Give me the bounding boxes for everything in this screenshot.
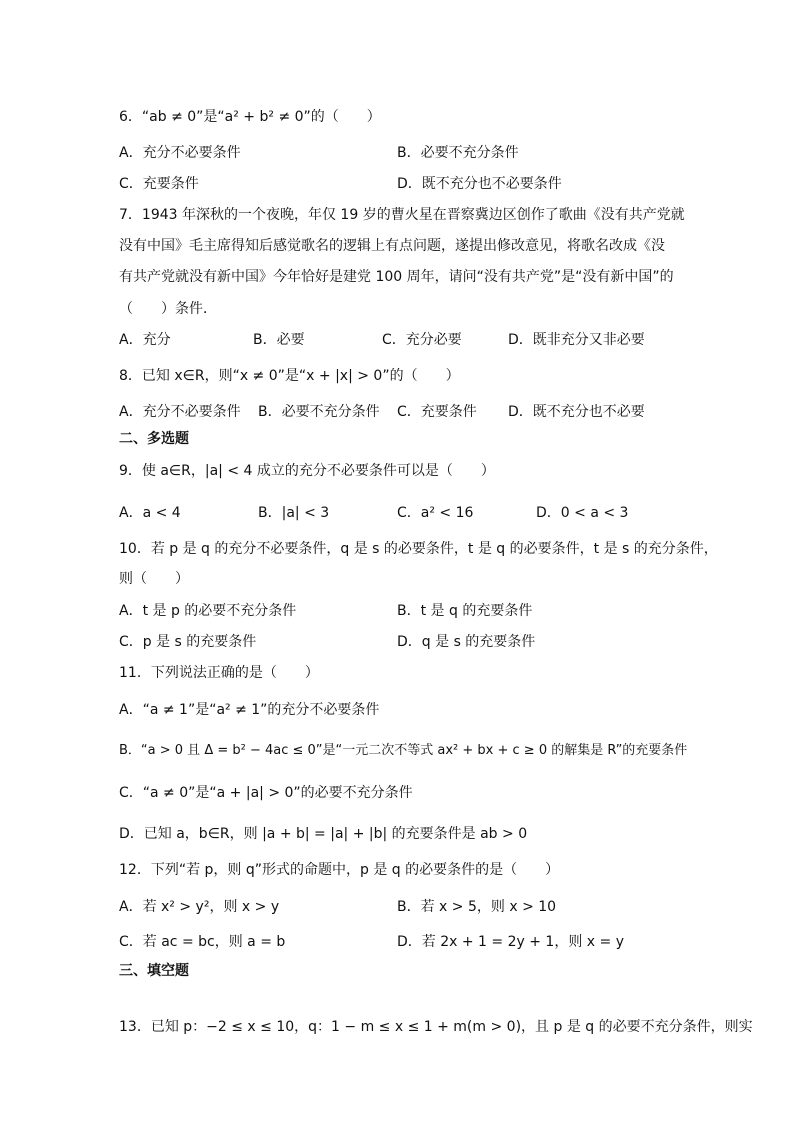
q6-option-b: B．必要不充分条件 xyxy=(397,145,519,161)
q7-line-3: 有共产党就没有新中国》今年恰好是建党 100 周年，请问“没有共产党”是“没有新中国”的 xyxy=(119,269,674,285)
q9-stem: 9．使 a∈R，|a| < 4 成立的充分不必要条件可以是（ ） xyxy=(119,463,495,479)
q8-option-a: A．充分不必要条件 xyxy=(119,404,241,420)
q7-option-a: A．充分 xyxy=(119,332,171,348)
q12-stem: 12．下列“若 p，则 q”形式的命题中，p 是 q 的必要条件的是（ ） xyxy=(119,862,560,878)
q8-option-d: D．既不充分也不必要 xyxy=(508,404,645,420)
q8-option-c: C．充要条件 xyxy=(397,404,477,420)
q11-option-a: A．“a ≠ 1”是“a² ≠ 1”的充分不必要条件 xyxy=(119,702,380,718)
q9-option-c: C．a² < 16 xyxy=(397,505,474,521)
q10-line-2: 则（ ） xyxy=(119,571,189,587)
q10-option-b: B．t 是 q 的充要条件 xyxy=(397,603,533,619)
q8-option-b: B．必要不充分条件 xyxy=(258,404,380,420)
q11-option-c: C．“a ≠ 0”是“a + |a| > 0”的必要不充分条件 xyxy=(119,785,413,801)
q12-option-d: D．若 2x + 1 = 2y + 1，则 x = y xyxy=(397,934,624,950)
q10-option-a: A．t 是 p 的必要不充分条件 xyxy=(119,603,297,619)
q9-option-b: B．|a| < 3 xyxy=(258,505,330,521)
q7-option-d: D．既非充分又非必要 xyxy=(508,332,645,348)
q6-option-a: A．充分不必要条件 xyxy=(119,145,241,161)
q7-option-c: C．充分必要 xyxy=(382,332,462,348)
q6-option-d: D．既不充分也不必要条件 xyxy=(397,176,562,192)
section-heading-fill-in: 三、填空题 xyxy=(119,963,189,979)
q6-stem: 6．“ab ≠ 0”是“a² + b² ≠ 0”的（ ） xyxy=(119,109,381,125)
q7-line-4: （ ）条件． xyxy=(119,301,217,317)
q12-option-a: A．若 x² > y²，则 x > y xyxy=(119,899,280,915)
q13-line-1: 13．已知 p：−2 ≤ x ≤ 10，q：1 − m ≤ x ≤ 1 + m(m > 0)，且 p 是 q 的必要不充分条件，则实 xyxy=(119,1019,753,1035)
q10-line-1: 10．若 p 是 q 的充分不必要条件，q 是 s 的必要条件，t 是 q 的必要条件，t 是 s 的充分条件， xyxy=(119,541,718,557)
q12-option-b: B．若 x > 5，则 x > 10 xyxy=(397,899,557,915)
q10-option-d: D．q 是 s 的充要条件 xyxy=(397,634,536,650)
q11-stem: 11．下列说法正确的是（ ） xyxy=(119,665,319,681)
q9-option-d: D．0 < a < 3 xyxy=(536,505,629,521)
q9-option-a: A．a < 4 xyxy=(119,505,181,521)
q10-option-c: C．p 是 s 的充要条件 xyxy=(119,634,257,650)
q7-line-1: 7．1943 年深秋的一个夜晚，年仅 19 岁的曹火星在晋察冀边区创作了歌曲《没有共产党就 xyxy=(119,207,685,223)
q8-stem: 8．已知 x∈R，则“x ≠ 0”是“x + |x| > 0”的（ ） xyxy=(119,368,460,384)
q7-option-b: B．必要 xyxy=(253,332,305,348)
q6-option-c: C．充要条件 xyxy=(119,176,199,192)
q12-option-c: C．若 ac = bc，则 a = b xyxy=(119,934,286,950)
q11-option-b: B．“a > 0 且 Δ = b² − 4ac ≤ 0”是“一元二次不等式 ax² + bx + c ≥ 0 的解集是 R”的充要条件 xyxy=(119,743,688,758)
q11-option-d: D．已知 a，b∈R，则 |a + b| = |a| + |b| 的充要条件是 ab > 0 xyxy=(119,826,528,842)
q7-line-2: 没有中国》毛主席得知后感觉歌名的逻辑上有点问题，遂提出修改意见，将歌名改成《没 xyxy=(119,238,665,254)
section-heading-multiple-choice: 二、多选题 xyxy=(119,431,189,447)
